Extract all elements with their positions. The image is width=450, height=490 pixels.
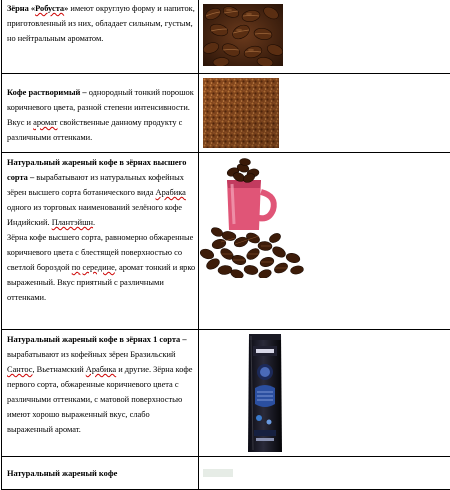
body-text: свойственные данному продукту с различными оттенками. [7, 118, 182, 142]
spellcheck-word: Сантос [7, 365, 32, 374]
bold-text: Натуральный жареный кофе в зёрнах 1 сорта – [7, 335, 187, 344]
body-text: вырабатывают из кофейных зёрен Бразильский [7, 350, 175, 359]
spellcheck-word: аромат [33, 118, 57, 127]
description-cell [2, 153, 199, 330]
table-row [2, 0, 450, 74]
bold-text: Натуральный жареный кофе в зёрнах высшего сорта – [7, 158, 186, 182]
description-cell [2, 74, 199, 153]
cup-with-beans-image [199, 158, 309, 278]
coffee-package-image [245, 332, 285, 456]
instant-coffee-image [203, 78, 279, 148]
body-text: одного из торговых наименований зелёного кофе Индийский. [7, 203, 182, 227]
body-text: , Вьетнамский [32, 365, 85, 374]
description-cell [2, 0, 199, 74]
body-text: Зёрна кофе высшего сорта, равномерно обжаренные коричневого цвета с блестящей поверхностью со светлой бороздой [7, 233, 193, 272]
spellcheck-word: Робуста [35, 4, 64, 13]
premium-grade-paragraph-2 [7, 230, 196, 305]
spellcheck-word: середине [83, 263, 115, 272]
body-text: , аромат тонкий и ярко выраженный. Вкус приятный с различными оттенками. [7, 263, 195, 302]
table-row [2, 74, 450, 153]
description-cell [2, 330, 199, 457]
spellcheck-word: по [72, 263, 81, 272]
body-text: имеют округлую форму и напиток, приготовленный из них, обладает сильным, густым, но нейтральным ароматом. [7, 4, 195, 43]
table-row [2, 457, 450, 490]
bold-text: Зёрна « [7, 4, 35, 13]
image-cell [199, 74, 450, 153]
table-row [2, 153, 450, 330]
table-row [2, 330, 450, 457]
body-text: однородный тонкий порошок коричневого цвета, разной степени интенсивности. Вкус и [7, 88, 194, 127]
bold-text: Натуральный жареный кофе [7, 469, 117, 478]
description-cell [2, 457, 199, 490]
product-table [1, 0, 450, 490]
image-cell [199, 457, 450, 490]
body-text: . [93, 218, 95, 227]
spellcheck-word: Арабика [156, 188, 186, 197]
body-text: вырабатывают из натуральных кофейных зёрен высшего сорта ботанического вида [7, 173, 184, 197]
next-row-heading [7, 467, 196, 481]
spellcheck-word: Плантэйшн [52, 218, 93, 227]
premium-grade-paragraph [7, 155, 196, 230]
image-cell [199, 0, 450, 74]
bold-text: » [64, 4, 68, 13]
image-cell [199, 330, 450, 457]
instant-coffee-paragraph [7, 85, 196, 145]
coffee-beans-image [203, 4, 283, 66]
bold-text: Кофе растворимый – [7, 88, 87, 97]
body-text: и другие. Зёрна кофе первого сорта, обжаренные коричневого цвета с различными оттенками, с матовой поверхностью имеют хорошо выраженный вкус, слабо выраженный аромат. [7, 365, 193, 434]
robusta-paragraph [7, 1, 196, 46]
first-grade-paragraph [7, 332, 196, 437]
spellcheck-word: Арабика [86, 365, 116, 374]
image-cell [199, 153, 450, 330]
partial-image [203, 469, 233, 477]
